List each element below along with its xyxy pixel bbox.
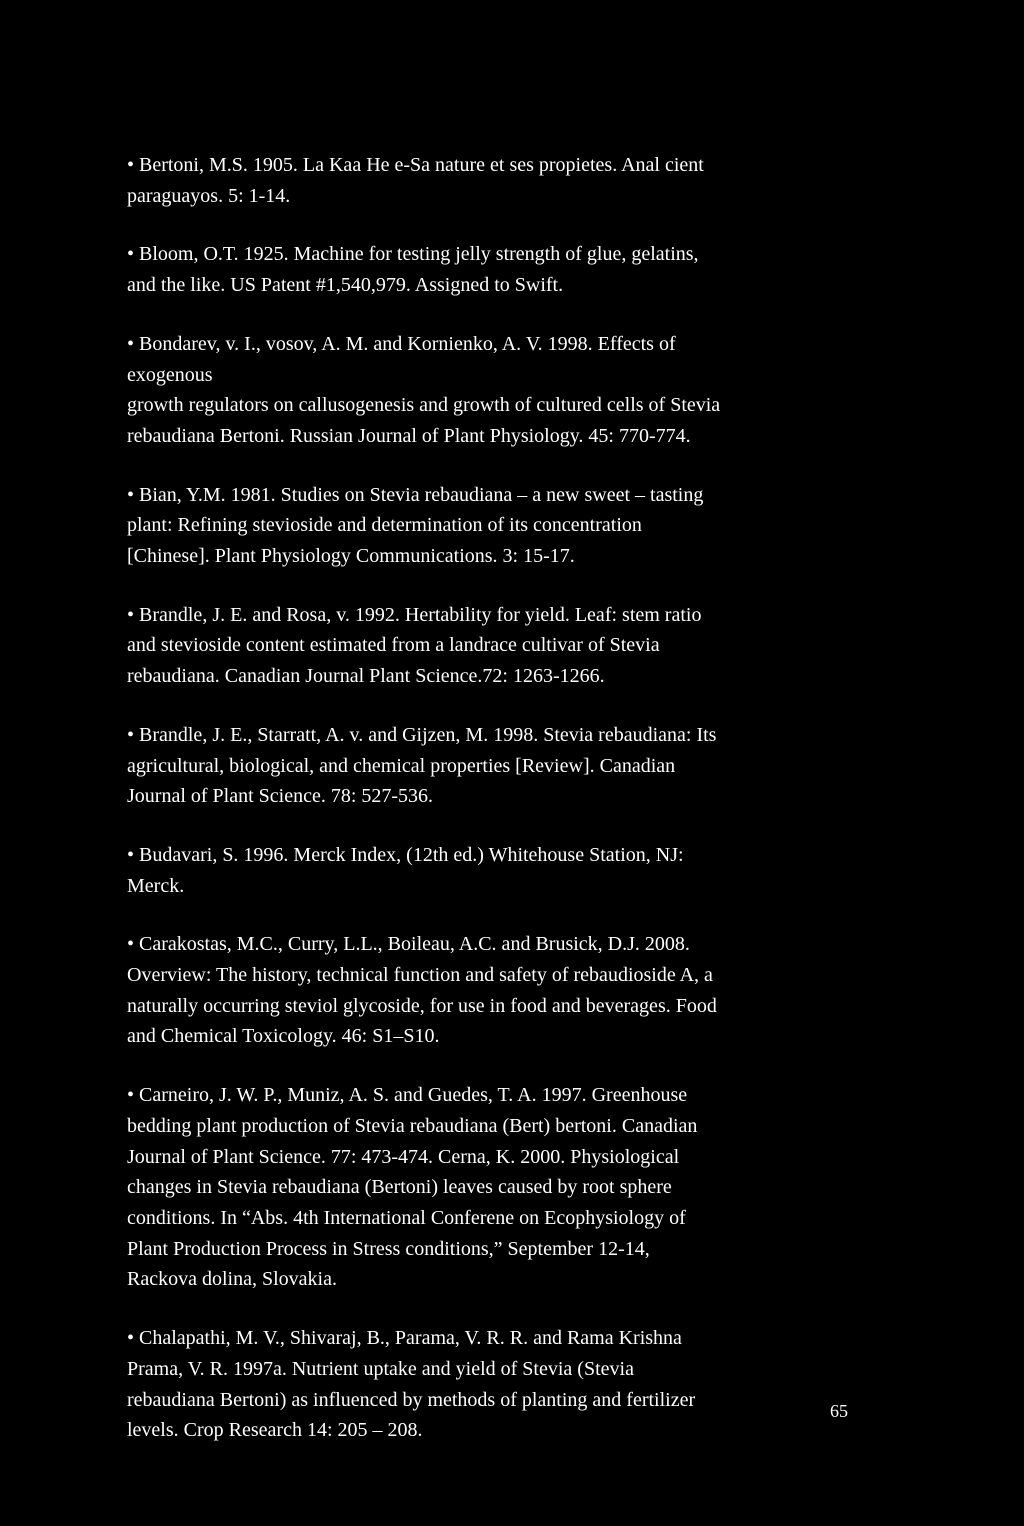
reference-line: changes in Stevia rebaudiana (Bertoni) leaves caused by root sphere (127, 1176, 672, 1199)
reference-entry-brandle-1992 (127, 600, 867, 692)
reference-line: • Bertoni, M.S. 1905. La Kaa He e-Sa nature et ses propietes. Anal cient (127, 154, 704, 176)
reference-entry-budavari-1996 (127, 840, 867, 901)
reference-line: • Carneiro, J. W. P., Muniz, A. S. and Guedes, T. A. 1997. Greenhouse (127, 1084, 688, 1107)
reference-entry-bloom-1925 (127, 239, 867, 300)
reference-line: • Bian, Y.M. 1981. Studies on Stevia rebaudiana – a new sweet – tasting (127, 483, 704, 506)
reference-line: • Bloom, O.T. 1925. Machine for testing jelly strength of glue, gelatins, (127, 243, 699, 266)
reference-line: exogenous (127, 363, 213, 386)
reference-line: Overview: The history, technical function and safety of rebaudioside A, a (127, 964, 713, 987)
reference-entry-carakostas-2008 (127, 929, 867, 1052)
reference-line: • Budavari, S. 1996. Merck Index, (12th ed.) Whitehouse Station, NJ: (127, 843, 684, 866)
reference-line: and stevioside content estimated from a landrace cultivar of Stevia (127, 634, 660, 657)
reference-entry-brandle-1998 (127, 720, 867, 812)
reference-line: Journal of Plant Science. 77: 473-474. Cerna, K. 2000. Physiological (127, 1145, 680, 1168)
reference-line: [Chinese]. Plant Physiology Communications. 3: 15-17. (127, 545, 575, 568)
reference-entry-carneiro-1997 (127, 1080, 867, 1295)
reference-line: • Bondarev, v. I., vosov, A. M. and Kornienko, A. V. 1998. Effects of (127, 332, 676, 355)
reference-line: • Carakostas, M.C., Curry, L.L., Boileau, A.C. and Brusick, D.J. 2008. (127, 933, 690, 956)
reference-line: and Chemical Toxicology. 46: S1–S10. (127, 1025, 440, 1048)
reference-line: levels. Crop Research 14: 205 – 208. (127, 1419, 423, 1442)
reference-line: Prama, V. R. 1997a. Nutrient uptake and yield of Stevia (Stevia (127, 1357, 634, 1380)
reference-entry-bondarev-1998 (127, 329, 867, 452)
reference-entry-bian-1981 (127, 480, 867, 572)
reference-entry-bertoni-1905 (127, 150, 867, 211)
reference-list (127, 150, 867, 1474)
reference-line: naturally occurring steviol glycoside, for use in food and beverages. Food (127, 994, 717, 1017)
reference-line: Journal of Plant Science. 78: 527-536. (127, 785, 434, 808)
reference-line: rebaudiana Bertoni) as influenced by methods of planting and fertilizer (127, 1388, 696, 1411)
reference-line: rebaudiana Bertoni. Russian Journal of Plant Physiology. 45: 770-774. (127, 424, 691, 447)
reference-line: Merck. (127, 874, 185, 897)
reference-entry-chalapathi-1997a (127, 1323, 867, 1446)
reference-line: • Chalapathi, M. V., Shivaraj, B., Parama, V. R. R. and Rama Krishna (127, 1327, 682, 1350)
reference-line: Plant Production Process in Stress conditions,” September 12-14, (127, 1237, 650, 1260)
reference-line: and the like. US Patent #1,540,979. Assigned to Swift. (127, 274, 564, 297)
reference-line: growth regulators on callusogenesis and growth of cultured cells of Stevia (127, 394, 721, 417)
reference-line: • Brandle, J. E., Starratt, A. v. and Gijzen, M. 1998. Stevia rebaudiana: Its (127, 723, 717, 746)
page-number: 65 (830, 1401, 848, 1421)
reference-line: Rackova dolina, Slovakia. (127, 1268, 337, 1291)
reference-line: conditions. In “Abs. 4th International Conferene on Ecophysiology of (127, 1206, 686, 1229)
reference-line: bedding plant production of Stevia rebaudiana (Bert) bertoni. Canadian (127, 1114, 698, 1137)
reference-line: agricultural, biological, and chemical properties [Review]. Canadian (127, 754, 676, 777)
reference-line: paraguayos. 5: 1-14. (127, 184, 291, 207)
reference-line: plant: Refining stevioside and determination of its concentration (127, 514, 642, 537)
reference-line: • Brandle, J. E. and Rosa, v. 1992. Hertability for yield. Leaf: stem ratio (127, 603, 702, 626)
reference-line: rebaudiana. Canadian Journal Plant Science.72: 1263-1266. (127, 665, 605, 688)
